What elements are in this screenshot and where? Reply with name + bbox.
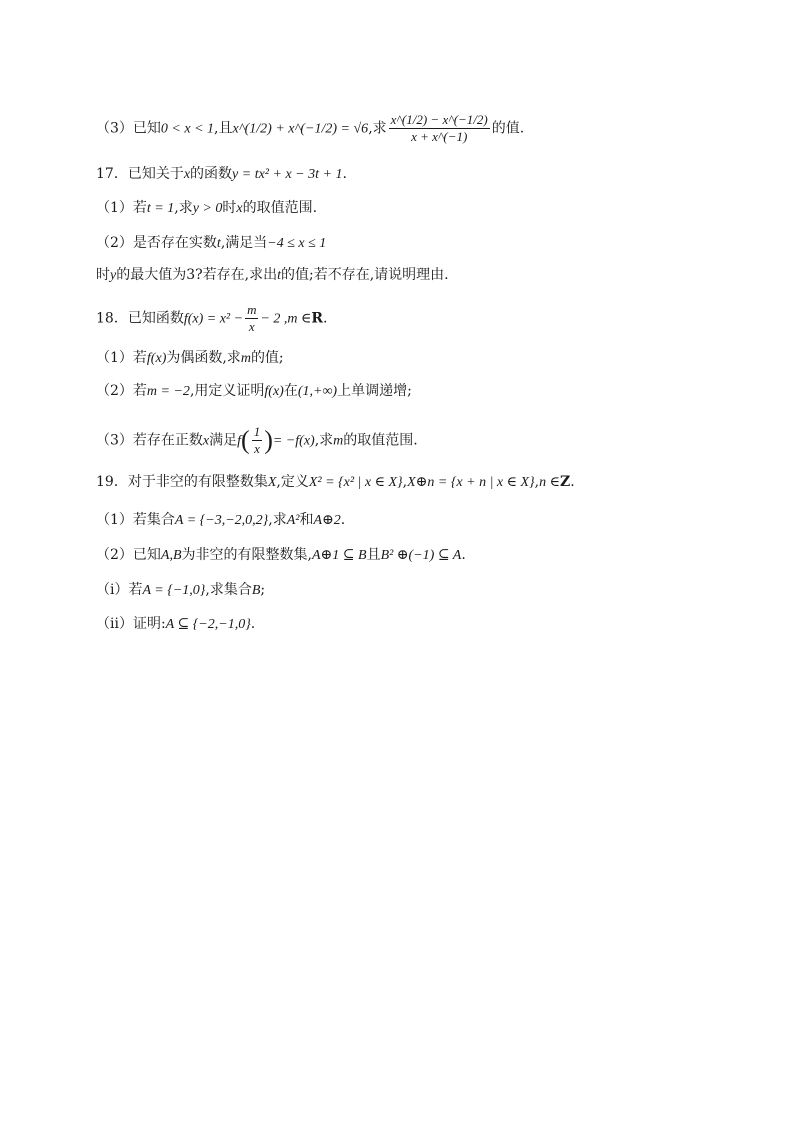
fraction-expression	[252, 424, 263, 457]
set-definition: A = {−1,0}	[142, 583, 206, 598]
equation: t = 1	[146, 201, 175, 216]
parameter-domain: n ∈	[539, 475, 560, 490]
interval: (1,+∞)	[297, 384, 338, 399]
set-expression: A²	[286, 513, 300, 528]
connector-text: 在	[283, 383, 298, 399]
connector-text: 的函数	[190, 166, 233, 182]
connector-text: ,满足当	[220, 235, 268, 251]
function-expression-tail: − 2 ,	[260, 311, 288, 327]
question-text: 19．对于非空的有限整数集	[96, 474, 268, 490]
question-17-part-2	[96, 233, 326, 254]
fraction-denominator: x	[254, 441, 260, 456]
variable: m	[240, 351, 251, 366]
question-19-part-2-ii	[96, 614, 255, 635]
fraction-denominator: x	[248, 319, 255, 334]
connector-text: .	[461, 547, 466, 563]
question-17-stem	[96, 164, 347, 185]
function-expression: y = tx² + x − 3t + 1	[232, 167, 343, 182]
connector-text: 的取值范围.	[242, 200, 318, 216]
function-symbol: f(x)	[264, 384, 284, 399]
fraction-expression	[245, 302, 258, 335]
connector-text: ,求	[174, 200, 193, 216]
fraction-numerator: x^(1/2) − x^(−1/2)	[390, 112, 488, 127]
question-19-part-2	[96, 545, 466, 566]
integer-set-symbol: Z	[560, 474, 571, 490]
connector-text: ,求	[268, 512, 287, 528]
part-label: （3）若存在正数	[96, 432, 203, 449]
connector-text: 的取值范围.	[343, 432, 418, 449]
connector-text: ,求	[314, 432, 334, 449]
connector-text: ,	[402, 474, 408, 490]
connector-text: .	[250, 616, 256, 632]
question-18-part-2	[96, 381, 412, 402]
equation: = −f(x)	[272, 433, 315, 449]
fraction-expression	[389, 112, 490, 145]
variable: y	[110, 268, 117, 283]
connector-text: 时	[222, 200, 237, 216]
set-relation: A ⊆ {−2,−1,0}	[165, 617, 251, 632]
question-19-part-1	[96, 510, 345, 531]
part-label: （ⅰ）若	[96, 582, 143, 598]
part-label: （1）若	[96, 350, 147, 366]
part-label: （1）若集合	[96, 512, 175, 528]
function-expression: f(x) = x² −	[183, 311, 244, 327]
connector-text: ,	[534, 474, 540, 490]
connector-text: 时	[96, 267, 110, 283]
parameter-domain: m ∈	[287, 311, 312, 327]
part-label: （ⅱ）证明:	[96, 616, 166, 632]
connector-text: ,求集合	[205, 582, 252, 598]
variable: t	[216, 236, 221, 251]
real-set-symbol: R	[311, 310, 324, 327]
fraction-numerator: m	[247, 302, 257, 317]
question-19-part-2-i	[96, 580, 265, 601]
question-19-stem	[96, 472, 575, 493]
connector-text: 的值;	[250, 350, 284, 366]
set-relation: B² ⊕(−1) ⊆ A	[380, 548, 462, 563]
part-label: （3）已知	[96, 120, 161, 137]
question-text: 17．已知关于	[96, 166, 184, 182]
right-paren: )	[264, 425, 273, 455]
variable: X	[267, 475, 277, 490]
connector-text: 和	[299, 512, 314, 528]
set-definition: X⊕n = {x + n | x ∈ X}	[407, 475, 535, 490]
part-label: （1）若	[96, 200, 147, 216]
variable: t	[277, 268, 281, 283]
variable: x	[236, 201, 243, 216]
part-label: （2）若	[96, 383, 147, 399]
connector-text: 上单调递增;	[337, 383, 412, 399]
inequality: −4 ≤ x ≤ 1	[267, 236, 327, 251]
connector-text: .	[342, 166, 347, 182]
variable: x	[183, 167, 191, 182]
connector-text: ,求	[368, 120, 387, 137]
inequality: 0 < x < 1	[160, 121, 215, 137]
left-paren: (	[241, 425, 250, 455]
question-18-part-3	[96, 424, 418, 457]
function-symbol: f	[237, 433, 242, 449]
connector-text: 满足	[209, 432, 238, 449]
question-18-stem	[96, 302, 327, 335]
set-expression: A⊕2	[313, 513, 341, 528]
connector-text: ;	[260, 582, 266, 598]
connector-text: 为偶函数,求	[166, 350, 241, 366]
connector-text: ,定义	[276, 474, 309, 490]
fraction-denominator: x + x^(−1)	[411, 129, 468, 144]
connector-text: .	[323, 310, 328, 327]
function-symbol: f(x)	[146, 351, 167, 366]
question-text: 18．已知函数	[96, 310, 184, 327]
connector-text: ,且	[214, 120, 233, 137]
set-definition: X² = {x² | x ∈ X}	[308, 475, 403, 490]
set-relation: A⊕1 ⊆ B	[311, 548, 367, 563]
connector-text: .	[340, 512, 346, 528]
fraction-numerator: 1	[253, 424, 261, 439]
question-18-part-1	[96, 348, 284, 369]
question-16-part-3	[96, 112, 524, 145]
connector-text: 的值;若不存在,请说明理由.	[280, 267, 449, 283]
connector-text: .	[570, 474, 575, 490]
equation: m = −2	[146, 384, 190, 399]
connector-text: 且	[366, 547, 381, 563]
connector-text: 的最大值为3?若存在,求出	[116, 267, 278, 283]
part-label: （2）是否存在实数	[96, 235, 217, 251]
connector-text: 的值.	[491, 120, 525, 137]
set-definition: A = {−3,−2,0,2}	[174, 513, 269, 528]
part-label: （2）已知	[96, 547, 161, 563]
variable: B	[251, 583, 261, 598]
question-17-part-1	[96, 198, 317, 219]
variable: A,B	[160, 548, 182, 563]
variable: x	[202, 433, 210, 449]
equation: x^(1/2) + x^(−1/2) = √6	[232, 121, 369, 137]
question-17-part-2-continued	[96, 265, 449, 286]
inequality: y > 0	[192, 201, 223, 216]
variable: m	[333, 433, 344, 449]
connector-text: 为非空的有限整数集,	[181, 547, 312, 563]
connector-text: ,用定义证明	[189, 383, 265, 399]
